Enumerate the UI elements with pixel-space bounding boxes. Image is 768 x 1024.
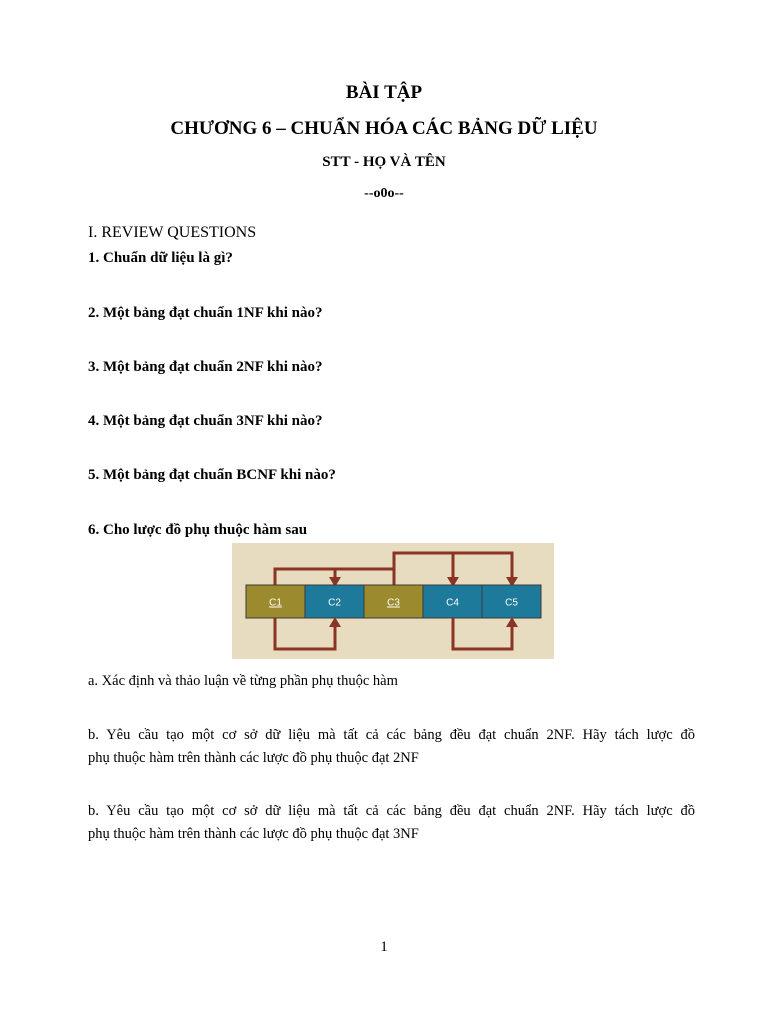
page-title: BÀI TẬP — [345, 82, 423, 103]
cell-label-c1: C1 — [269, 597, 282, 609]
cell-label-c5: C5 — [505, 597, 518, 609]
question-3: 3. Một bảng đạt chuẩn 2NF khi nào? — [88, 359, 323, 375]
question-2: 2. Một bảng đạt chuẩn 1NF khi nào? — [88, 305, 323, 321]
part-b-3nf — [88, 800, 695, 846]
cell-label-c2: C2 — [328, 597, 341, 609]
question-1: 1. Chuẩn dữ liệu là gì? — [88, 250, 233, 266]
cell-label-c3: C3 — [387, 597, 400, 609]
question-4: 4. Một bảng đạt chuẩn 3NF khi nào? — [88, 413, 323, 429]
part-b-3nf-line-2: phụ thuộc hàm trên thành các lược đồ phụ thuộc đạt 3NF — [88, 826, 419, 842]
part-b-2nf-line-1: b. Yêu cầu tạo một cơ sở dữ liệu mà tất cả các bảng đều đạt chuẩn 2NF. Hãy tách lược đồ — [88, 727, 695, 743]
student-info: STT - HỌ VÀ TÊN — [322, 154, 446, 170]
section-heading: I. REVIEW QUESTIONS — [88, 224, 257, 241]
dependency-diagram — [232, 543, 554, 659]
chapter-title: CHƯƠNG 6 – CHUẨN HÓA CÁC BẢNG DỮ LIỆU — [170, 118, 598, 139]
part-a-text: a. Xác định và thảo luận về từng phần phụ thuộc hàm — [88, 673, 398, 689]
separator: --o0o-- — [364, 186, 404, 201]
part-a — [88, 670, 695, 693]
part-b-2nf-line-2: phụ thuộc hàm trên thành các lược đồ phụ thuộc đạt 2NF — [88, 750, 419, 766]
part-b-2nf — [88, 724, 695, 770]
part-b-3nf-line-1: b. Yêu cầu tạo một cơ sở dữ liệu mà tất cả các bảng đều đạt chuẩn 2NF. Hãy tách lược đồ — [88, 803, 695, 819]
question-5: 5. Một bảng đạt chuẩn BCNF khi nào? — [88, 467, 336, 483]
question-6: 6. Cho lược đồ phụ thuộc hàm sau — [88, 522, 308, 538]
cell-label-c4: C4 — [446, 597, 459, 609]
page-number: 1 — [380, 939, 388, 955]
